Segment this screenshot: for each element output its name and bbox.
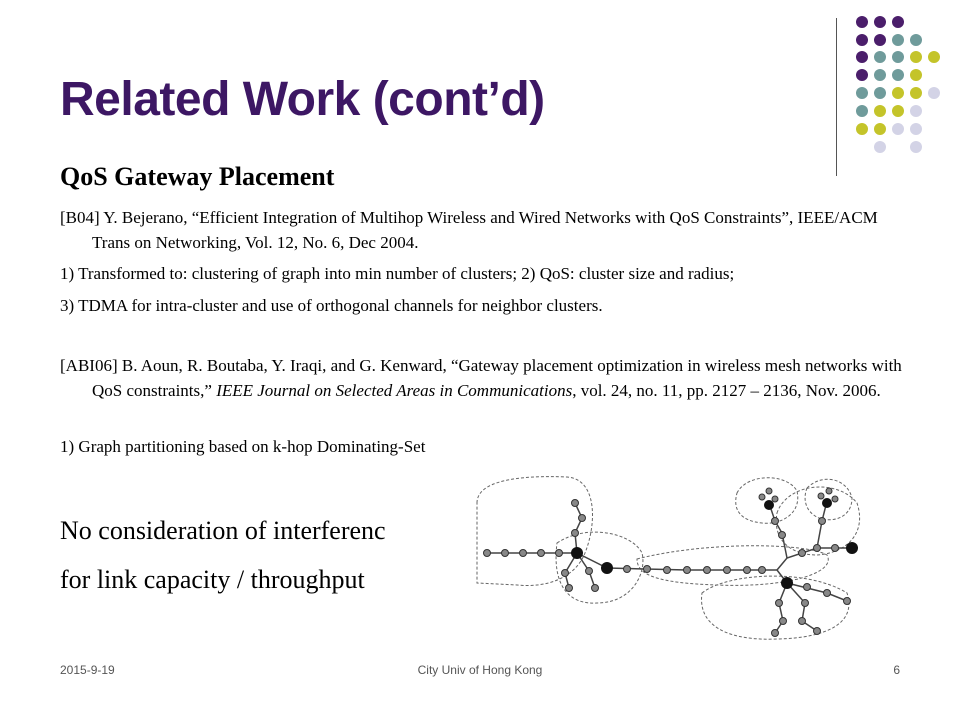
footer-page-number: 6: [893, 663, 900, 677]
cluster-boundaries: [477, 477, 860, 640]
network-clustering-figure: [457, 463, 903, 645]
reference-b04-note-2: 3) TDMA for intra-cluster and use of orthogonal channels for neighbor clusters.: [60, 296, 603, 315]
conclusion-line-2: for link capacity / throughput: [60, 565, 365, 594]
reference-abi06-note: 1) Graph partitioning based on k-hop Dominating-Set: [60, 437, 426, 456]
reference-abi06-authors: [ABI06] B. Aoun, R. Boutaba, Y. Iraqi, and G. Kenward, “Gateway placement optimization in wireless mesh networks with QoS constraints,”: [60, 356, 902, 400]
footer-organization: City Univ of Hong Kong: [417, 663, 543, 677]
reference-abi06: [60, 353, 912, 403]
reference-abi06-details: , vol. 24, no. 11, pp. 2127 – 2136, Nov. 2006.: [572, 381, 881, 400]
reference-b04: [B04] Y. Bejerano, “Efficient Integration of Multihop Wireless and Wired Networks with QoS Constraints”, IEEE/ACM Trans on Networking, Vol. 12, No. 6, Dec 2004.: [60, 208, 878, 252]
conclusion-line-1: No consideration of interferenc: [60, 516, 386, 545]
dot-grid-dots: [856, 16, 940, 153]
footer-date: 2015-9-19: [60, 663, 115, 677]
network-nodes: [484, 488, 859, 637]
reference-b04-note-1: 1) Transformed to: clustering of graph into min number of clusters; 2) QoS: cluster size and radius;: [60, 264, 735, 283]
section-heading: QoS Gateway Placement: [60, 162, 335, 191]
reference-abi06-journal: IEEE Journal on Selected Areas in Communications: [216, 381, 573, 400]
slide-title: Related Work (cont’d): [60, 73, 545, 126]
